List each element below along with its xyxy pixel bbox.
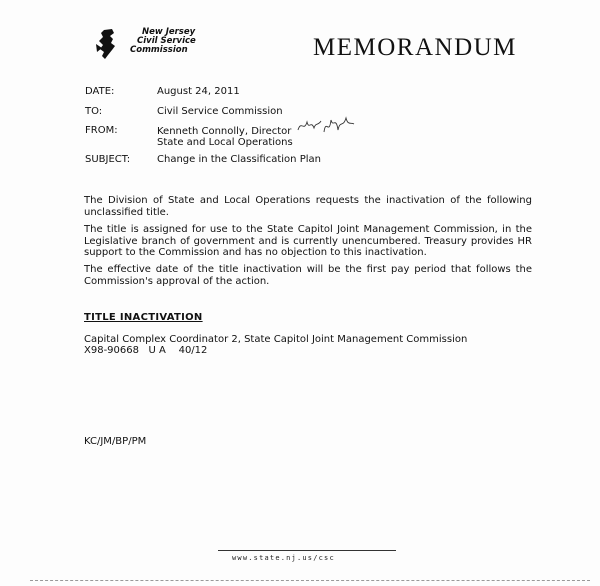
section-title: TITLE INACTIVATION — [84, 312, 203, 323]
from-value-line2: State and Local Operations — [157, 137, 293, 148]
date-label: DATE: — [85, 86, 115, 97]
agency-name — [130, 28, 196, 55]
scan-edge-line — [30, 580, 590, 583]
agency-line-1: New Jersey — [142, 27, 196, 37]
body-paragraph-1: The Division of State and Local Operations requests the inactivation of the following unclassified title. — [84, 195, 532, 218]
footer-divider — [218, 550, 396, 551]
to-value: Civil Service Commission — [157, 106, 283, 117]
subject-label: SUBJECT: — [85, 154, 131, 165]
from-label: FROM: — [85, 125, 118, 136]
subject-value: Change in the Classification Plan — [157, 154, 321, 165]
footer-url: www.state.nj.us/csc — [232, 554, 335, 562]
date-value: August 24, 2011 — [157, 86, 240, 97]
handwritten-signature — [296, 110, 356, 140]
memo-title: MEMORANDUM — [313, 34, 517, 61]
agency-line-3: Commission — [130, 45, 188, 55]
initials: KC/JM/BP/PM — [84, 436, 147, 447]
agency-line-2: Civil Service — [137, 36, 196, 46]
code-line: X98-90668 U A 40/12 — [84, 345, 208, 356]
body-paragraph-3: The effective date of the title inactivation will be the first pay period that follows the Commission's approval of the action. — [84, 264, 532, 287]
to-label: TO: — [85, 106, 103, 117]
nj-state-silhouette-logo — [94, 28, 134, 60]
from-value-line1: Kenneth Connolly, Director — [157, 126, 292, 137]
title-line: Capital Complex Coordinator 2, State Capitol Joint Management Commission — [84, 334, 468, 345]
body-paragraph-2: The title is assigned for use to the State Capitol Joint Management Commission, in the Legislative branch of government and is currently unencumbered. Treasury provides HR support to the Commission and has no objection to this inactivation. — [84, 224, 532, 258]
